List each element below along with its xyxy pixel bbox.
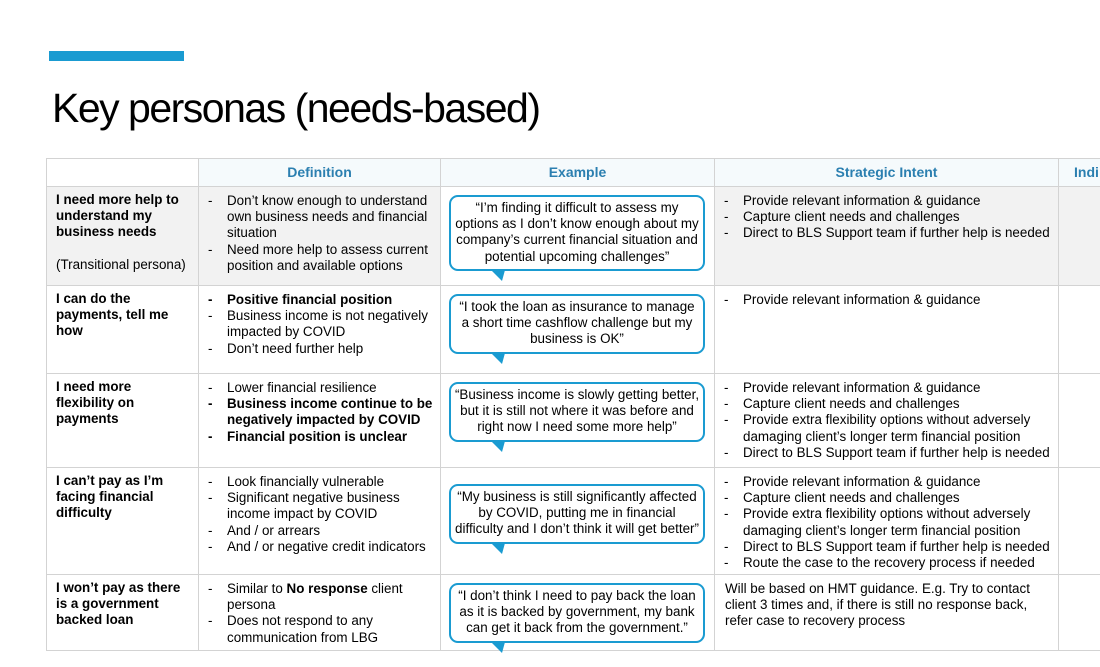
example-cell — [441, 468, 715, 575]
example-cell — [441, 575, 715, 651]
strategy-cell — [715, 286, 1059, 374]
strategy-cell — [715, 187, 1059, 286]
example-cell — [441, 187, 715, 286]
table-row — [47, 286, 1100, 374]
strategy-item: - Provide relevant information & guidance — [724, 380, 1053, 396]
quote-bubble: “I don’t think I need to pay back the loan as it is backed by government, my bank can get it back from the government.” — [449, 583, 705, 643]
strategy-item: - Capture client needs and challenges — [724, 396, 1053, 412]
definition-item: - Look financially vulnerable — [208, 474, 435, 490]
persona-cell — [47, 575, 199, 651]
definition-item: - Don’t need further help — [208, 341, 435, 357]
persona-label: I won’t pay as there is a government backed loan — [56, 580, 181, 628]
accent-bar — [49, 51, 184, 61]
quote-bubble: “I’m finding it difficult to assess my options as I don’t know enough about my company’s current financial situation and potential upcoming challenges” — [449, 195, 705, 271]
strategy-item: - Provide relevant information & guidance — [724, 292, 1053, 308]
definition-item: - And / or arrears — [208, 523, 435, 539]
indicators-cell — [1059, 374, 1100, 468]
strategy-cell — [715, 575, 1059, 651]
quote-bubble: “Business income is slowly getting better, but it is still not where it was before and right now I need some more help” — [449, 382, 705, 442]
definition-cell — [199, 374, 441, 468]
header-definition: Definition — [199, 159, 441, 187]
strategy-item: - Provide extra flexibility options without adversely damaging client’s longer term financial position — [724, 412, 1053, 444]
table-row — [47, 575, 1100, 651]
table-row — [47, 187, 1100, 286]
definition-similar-bold: No response — [286, 581, 368, 596]
example-cell — [441, 286, 715, 374]
definition-item: - Does not respond to any communication from LBG — [208, 613, 435, 645]
definition-item: - Don’t know enough to understand own business needs and financial situation — [208, 193, 435, 242]
persona-cell — [47, 468, 199, 575]
definition-item: - Positive financial position — [208, 292, 435, 308]
definition-similar-post: client persona — [227, 581, 403, 613]
strategy-item: - Route the case to the recovery process if needed — [724, 555, 1053, 571]
personas-table — [46, 158, 1100, 651]
example-cell — [441, 374, 715, 468]
definition-item: - Need more help to assess current position and available options — [208, 242, 435, 274]
indicators-cell — [1059, 286, 1100, 374]
strategy-item: - Direct to BLS Support team if further help is needed — [724, 539, 1053, 555]
table-row — [47, 374, 1100, 468]
header-example: Example — [441, 159, 715, 187]
persona-cell — [47, 187, 199, 286]
persona-cell — [47, 374, 199, 468]
indicators-cell — [1059, 187, 1100, 286]
strategy-cell — [715, 374, 1059, 468]
strategy-item: - Provide relevant information & guidance — [724, 474, 1053, 490]
table-header-row — [47, 159, 1100, 187]
definition-cell — [199, 575, 441, 651]
definition-cell — [199, 286, 441, 374]
quote-bubble: “I took the loan as insurance to manage a short time cashflow challenge but my business is OK” — [449, 294, 705, 354]
persona-note: (Transitional persona) — [56, 256, 186, 272]
definition-cell — [199, 187, 441, 286]
strategy-item: - Provide relevant information & guidance — [724, 193, 1053, 209]
definition-item: - Business income is not negatively impacted by COVID — [208, 308, 435, 340]
indicators-cell — [1059, 575, 1100, 651]
strategy-cell — [715, 468, 1059, 575]
strategy-item: - Direct to BLS Support team if further help is needed — [724, 445, 1053, 461]
persona-label: I can’t pay as I’m facing financial difficulty — [56, 473, 164, 521]
definition-item — [208, 581, 435, 613]
quote-bubble: “My business is still significantly affected by COVID, putting me in financial difficulty and I don’t think it will get better” — [449, 484, 705, 544]
table-row — [47, 468, 1100, 575]
definition-item: - Financial position is unclear — [208, 429, 435, 445]
definition-similar-pre: Similar to — [227, 581, 287, 596]
indicators-cell — [1059, 468, 1100, 575]
strategy-item: - Provide extra flexibility options without adversely damaging client’s longer term financial position — [724, 506, 1053, 538]
persona-label: I can do the payments, tell me how — [56, 291, 169, 339]
definition-item: - And / or negative credit indicators — [208, 539, 435, 555]
persona-label: I need more help to understand my business needs — [56, 192, 179, 240]
header-strategic-intent: Strategic Intent — [715, 159, 1059, 187]
definition-item: - Lower financial resilience — [208, 380, 435, 396]
strategy-item: - Capture client needs and challenges — [724, 490, 1053, 506]
definition-item: - Business income continue to be negatively impacted by COVID — [208, 396, 435, 428]
header-persona — [47, 159, 199, 187]
strategy-item: - Capture client needs and challenges — [724, 209, 1053, 225]
strategy-item: - Direct to BLS Support team if further help is needed — [724, 225, 1053, 241]
strategy-text: Will be based on HMT guidance. E.g. Try to contact client 3 times and, if there is still no response back, refer case to recovery process — [725, 581, 1030, 629]
page-title: Key personas (needs-based) — [52, 85, 540, 131]
definition-item: - Significant negative business income impact by COVID — [208, 490, 435, 522]
header-indicators: Indi — [1059, 159, 1100, 187]
persona-label: I need more flexibility on payments — [56, 379, 135, 427]
persona-cell — [47, 286, 199, 374]
definition-cell — [199, 468, 441, 575]
